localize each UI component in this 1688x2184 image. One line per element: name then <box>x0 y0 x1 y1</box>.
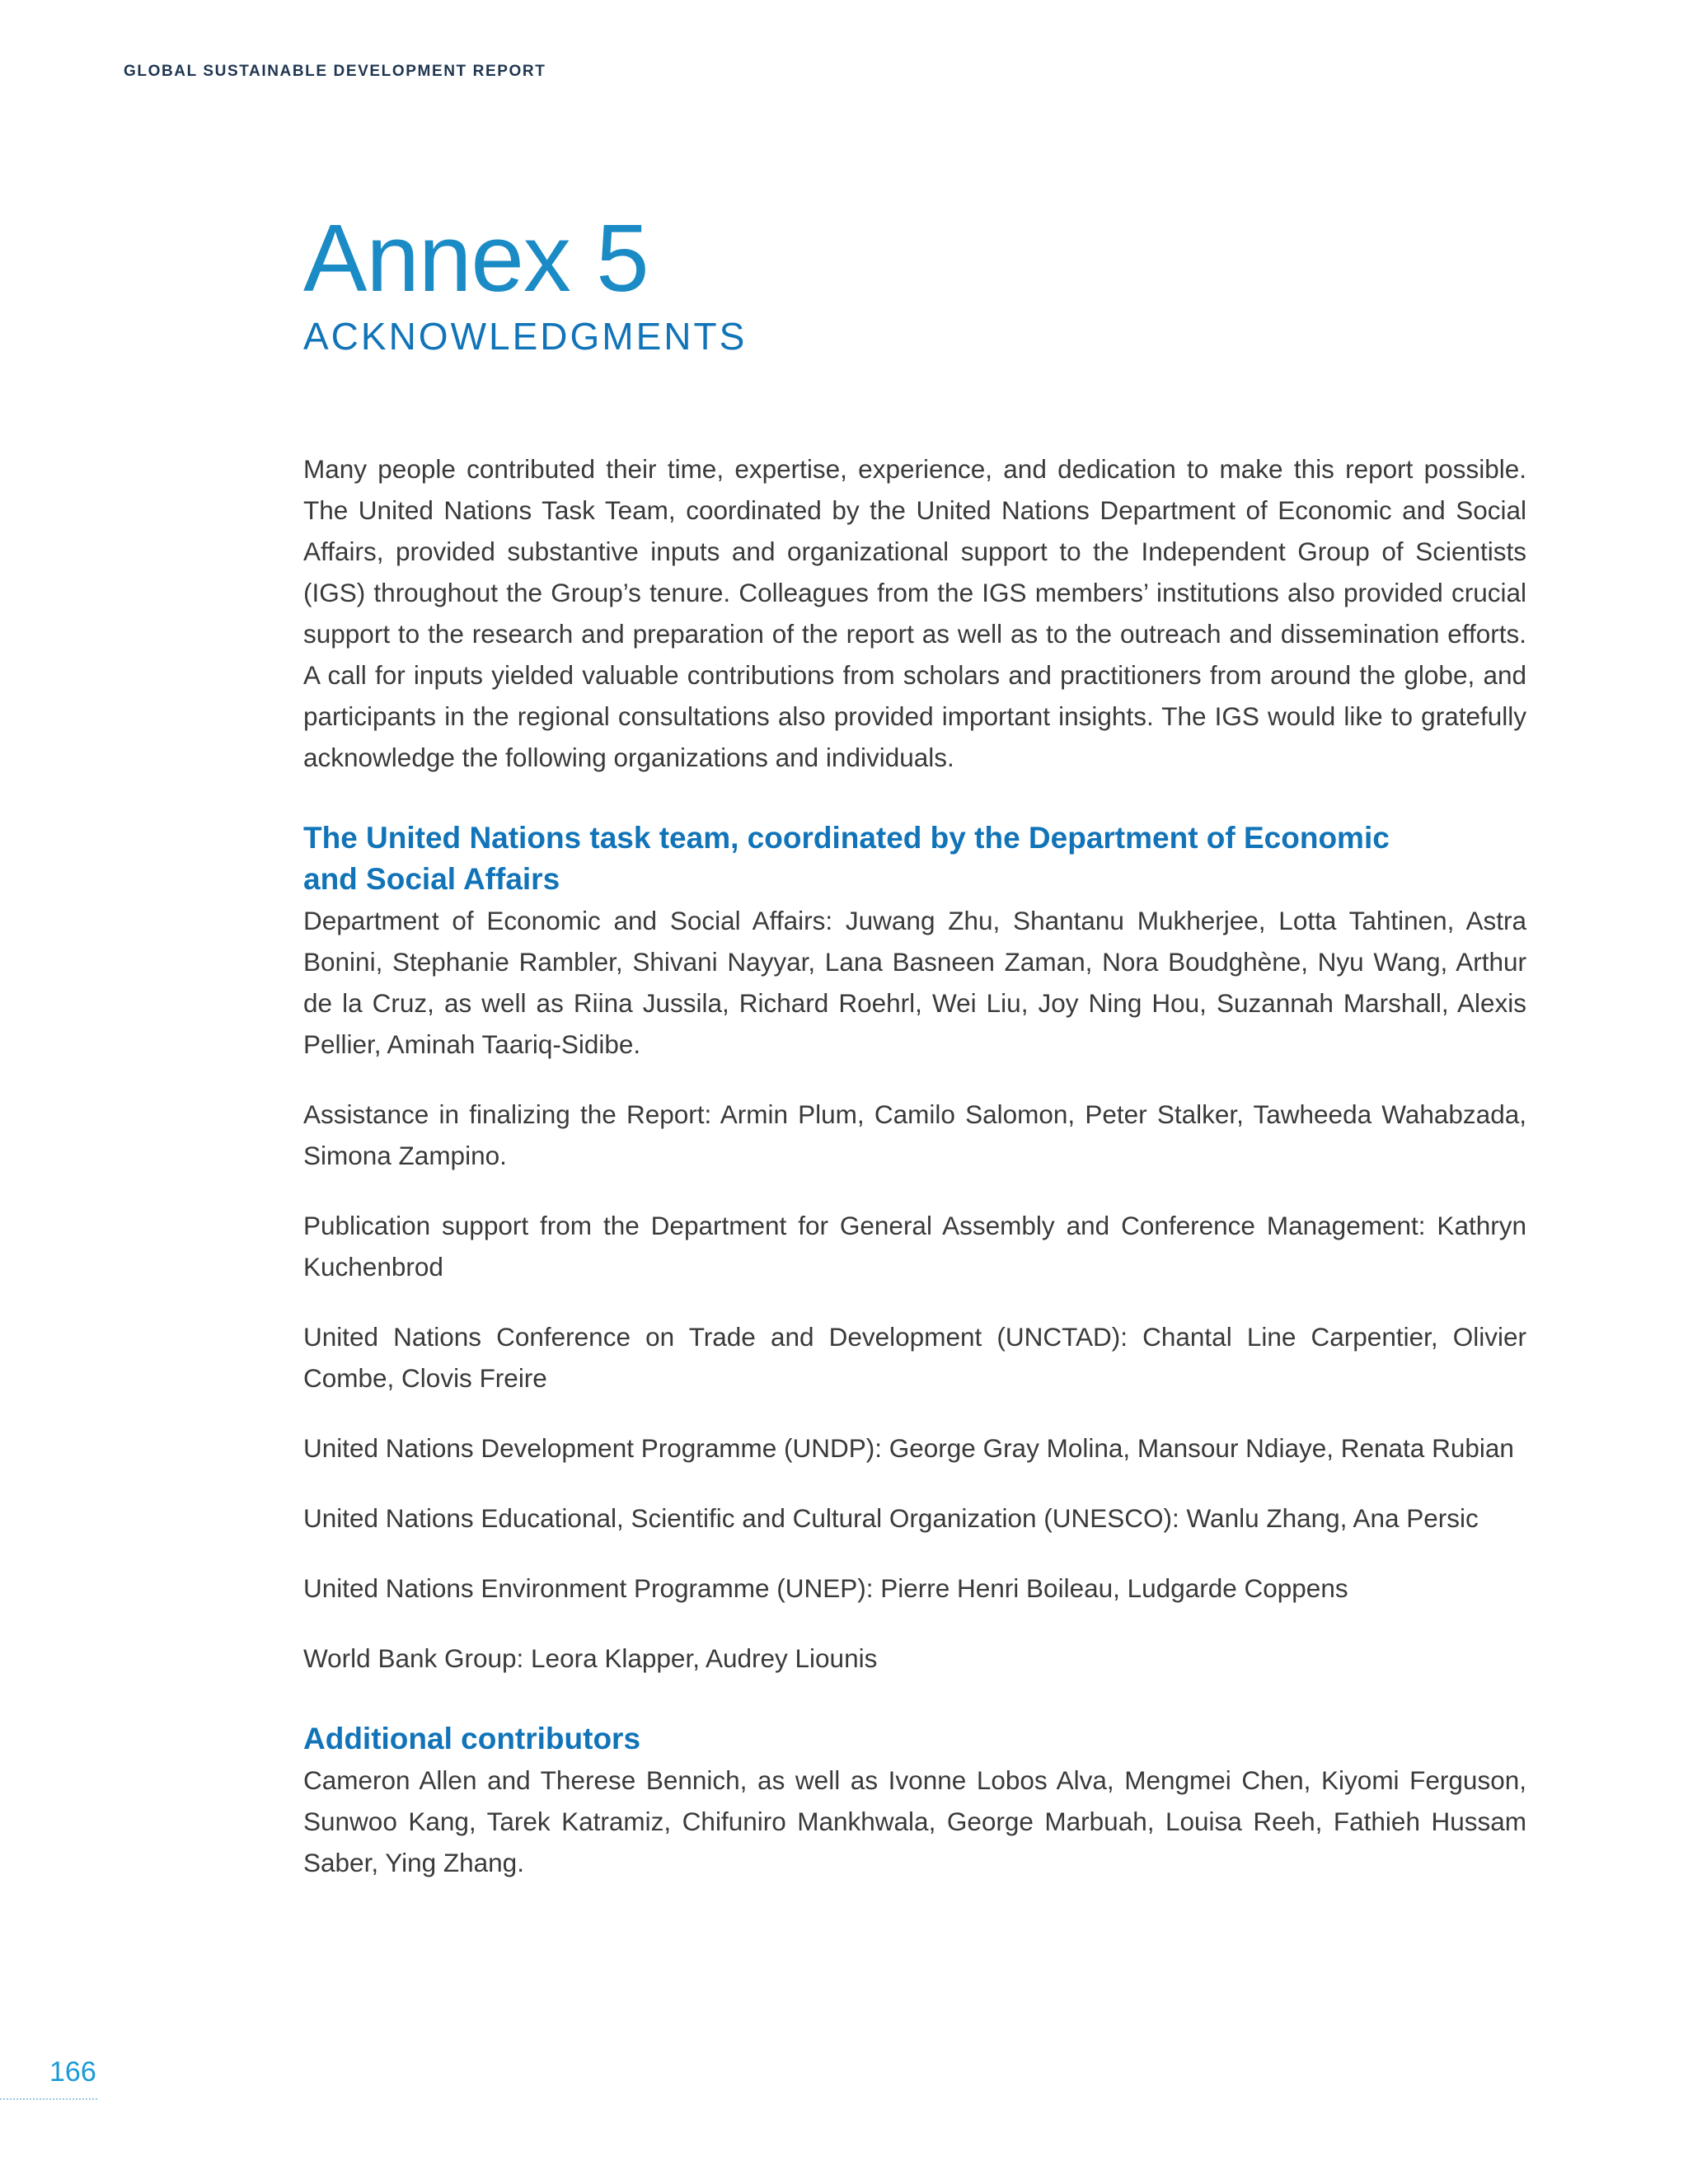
annex-subtitle: ACKNOWLEDGMENTS <box>303 315 748 358</box>
paragraph-unctad: United Nations Conference on Trade and Development (UNCTAD): Chantal Line Carpentier, Olivier Combe, Clovis Freire <box>303 1322 1526 1394</box>
page-number: 166 <box>49 2056 96 2088</box>
intro-paragraph: Many people contributed their time, expertise, experience, and dedication to make this report possible. The United Nations Task Team, coordinated by the United Nations Department of Economic and Social Affairs, provided substantive inputs and organizational support to the Independent Group of Scientists (IGS) throughout the Group’s tenure. Colleagues from the IGS members’ institutions also provided crucial support to the research and preparation of the report as well as to the outreach and dissemination efforts. A call for inputs yielded valuable contributions from scholars and practitioners from around the globe, and participants in the regional consultations also provided important insights. The IGS would like to gratefully acknowledge the following organizations and individuals. <box>303 454 1526 773</box>
paragraph-publication-support: Publication support from the Department for General Assembly and Conference Management: Kathryn Kuchenbrod <box>303 1211 1526 1282</box>
running-header: GLOBAL SUSTAINABLE DEVELOPMENT REPORT <box>124 63 546 80</box>
annex-title: Annex 5 <box>303 204 649 312</box>
page-content <box>303 204 1526 1883</box>
paragraph-assistance: Assistance in finalizing the Report: Armin Plum, Camilo Salomon, Peter Stalker, Tawheeda Wahabzada, Simona Zampino. <box>303 1099 1526 1171</box>
paragraph-desa: Department of Economic and Social Affairs: Juwang Zhu, Shantanu Mukherjee, Lotta Tahtinen, Astra Bonini, Stephanie Rambler, Shivani Nayyar, Lana Basneen Zaman, Nora Boudghène, Nyu Wang, Arthur de la Cruz, as well as Riina Jussila, Richard Roehrl, Wei Liu, Joy Ning Hou, Suzannah Marshall, Alexis Pellier, Aminah Taariq-Sidibe. <box>303 906 1526 1060</box>
section-heading-un-task-team: The United Nations task team, coordinated by the Department of Economic and Social Affairs <box>303 821 1390 897</box>
paragraph-additional-contributors: Cameron Allen and Therese Bennich, as well as Ivonne Lobos Alva, Mengmei Chen, Kiyomi Ferguson, Sunwoo Kang, Tarek Katramiz, Chifuniro Mankhwala, George Marbuah, Louisa Reeh, Fathieh Hussam Saber, Ying Zhang. <box>303 1765 1526 1878</box>
paragraph-world-bank: World Bank Group: Leora Klapper, Audrey Liounis <box>303 1643 878 1674</box>
section-heading-additional-contributors: Additional contributors <box>303 1722 641 1756</box>
paragraph-unep: United Nations Environment Programme (UNEP): Pierre Henri Boileau, Ludgarde Coppens <box>303 1573 1348 1604</box>
paragraph-undp: United Nations Development Programme (UNDP): George Gray Molina, Mansour Ndiaye, Renata Rubian <box>303 1433 1514 1464</box>
paragraph-unesco: United Nations Educational, Scientific and Cultural Organization (UNESCO): Wanlu Zhang, Ana Persic <box>303 1503 1479 1534</box>
page-number-rule <box>0 2098 97 2100</box>
